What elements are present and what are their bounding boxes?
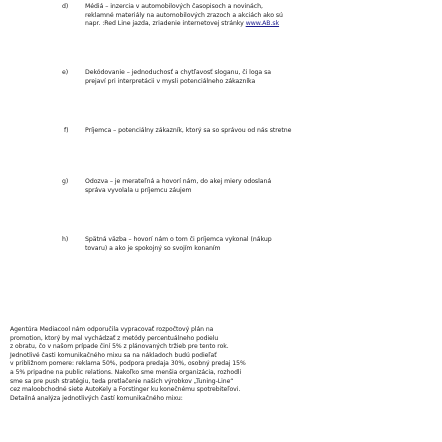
list-marker: h): [62, 236, 69, 243]
list-item-g: [62, 178, 422, 195]
list-marker: e): [62, 69, 69, 76]
list-item-text: napr. :Red Line jazda, zriadenie internetovej stránky: [85, 20, 246, 28]
list-item-text: Médiá – inzercia v automobilových časopisoch a novinách,: [85, 3, 263, 10]
list-item-text: Spätná väzba – hovorí nám o tom či príjemca vykonal (nákup: [85, 236, 272, 243]
paragraph-line: Agentúra Mediacool nám odporučila vypracovať rozpočtový plán na: [10, 326, 214, 333]
list-item-f: [64, 127, 424, 136]
list-marker: f): [64, 127, 69, 134]
list-marker: d): [62, 3, 69, 10]
list-item-text: tovaru) a ako je spokojný so svojím konaním: [85, 244, 221, 252]
list-item-text: Odozva – je merateľná a hovorí nám, do akej miery odoslaná: [85, 178, 272, 185]
paragraph-line: v približnom pomere: reklama 50%, podpora predaja 30%, osobný predaj 15%: [10, 360, 246, 368]
list-item-text: reklamné materiály na automobilových zrazoch a akciách ako sú: [85, 11, 283, 19]
paragraph-line: sme sa pre push stratégiu, teda pretlačenie našich výrobkov „Tuning-Line“: [10, 377, 234, 385]
paragraph-line: Detailná analýza jednotlivých častí komunikačného mixu:: [10, 394, 183, 402]
website-link[interactable]: www.AB.sk: [245, 20, 280, 28]
paragraph-line: Jednotlivé časti komunikačného mixu sa na nákladoch budú podieľať: [10, 351, 217, 359]
paragraph-line: a 5% pripadne na public relations. Nakoľko sme menšia organizácia, rozhodli: [10, 368, 242, 376]
paragraph-line: z obratu, čo v našom prípade činí 5% z plánovaných tržieb pre tento rok.: [10, 343, 229, 351]
list-item-text: Dekódovanie – jednoduchosť a chytľavosť sloganu, či loga sa: [85, 69, 272, 76]
list-item-text: Príjemca – potenciálny zákazník, ktorý sa so správou od nás stretne: [85, 127, 292, 134]
paragraph-line: cez maloobchodné siete AutoKely a Forstinger ku konečnému spotrebiteľovi.: [10, 386, 241, 394]
list-item-h: [62, 236, 422, 253]
list-item-text: prejaví pri interpretácii v mysli potenciálneho zákazníka: [85, 77, 256, 85]
list-marker: g): [62, 178, 69, 185]
body-paragraph: [10, 326, 432, 403]
list-item-d: [62, 3, 422, 29]
list-item-e: [62, 69, 422, 86]
paragraph-line: promotion, ktorý by mal vychádzať z metódy percentuálneho podielu: [10, 334, 219, 342]
list-item-text: správa vyvolala u príjemcu záujem: [85, 186, 192, 194]
